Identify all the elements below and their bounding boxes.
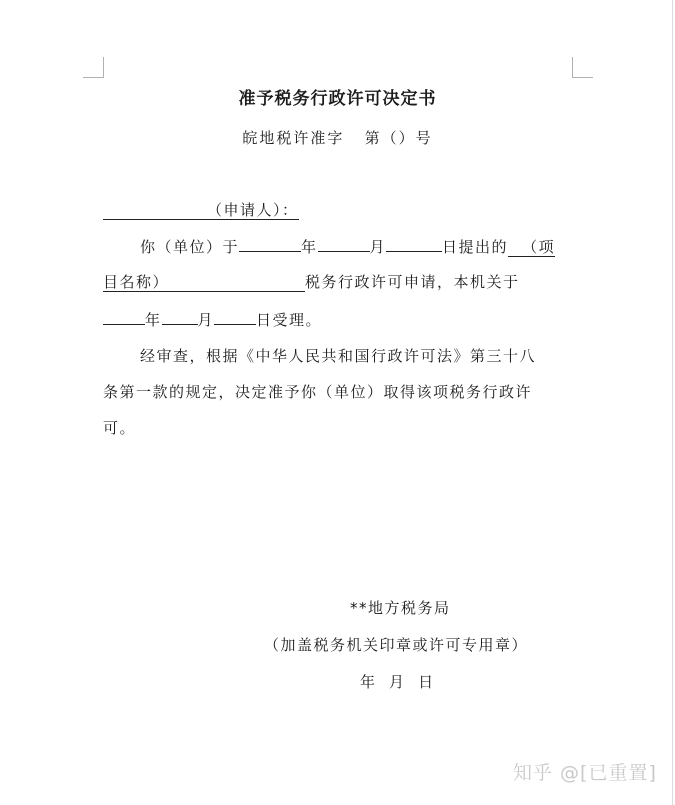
project-name-part2: 目名称） (103, 273, 305, 292)
paragraph-2-line-3: 可。 (103, 419, 137, 437)
applicant-line (103, 199, 299, 220)
year-blank (239, 235, 301, 252)
accept-year-blank (103, 308, 145, 325)
day-blank (386, 235, 442, 252)
issuer-name: **地方税务局 (350, 599, 451, 617)
project-name-part1: （项 (508, 238, 555, 257)
paragraph-2-line-2: 条第一款的规定，决定准予你（单位）取得该项税务行政许 (103, 383, 533, 401)
applicant-blank (103, 201, 299, 220)
page-edge (672, 0, 673, 805)
paragraph-1-line-3 (103, 308, 322, 330)
watermark: 知乎 @[已重置] (513, 762, 657, 784)
paragraph-1-line-2 (103, 271, 520, 292)
month-blank (318, 235, 370, 252)
accept-month-label: 月 (197, 311, 215, 329)
document-title: 准予税务行政许可决定书 (238, 89, 437, 109)
para1-mid: 税务行政许可申请，本机关于 (305, 273, 520, 291)
margin-corner-top-left (83, 57, 104, 78)
paragraph-2-line-1: 经审查，根据《中华人民共和国行政许可法》第三十八 (140, 347, 537, 365)
accept-day-blank (214, 308, 256, 325)
month-label: 月 (369, 238, 387, 256)
seal-note: （加盖税务机关印章或许可专用章） (264, 636, 529, 654)
paragraph-1-line-1 (140, 235, 555, 257)
margin-corner-top-right (572, 57, 593, 78)
day-accepted-label: 日受理。 (256, 311, 323, 329)
accept-month-blank (162, 308, 198, 325)
document-number: 皖地税许准字 第（）号 (242, 129, 433, 147)
day-submitted-label: 日提出的 (442, 238, 509, 256)
accept-year-label: 年 (145, 311, 162, 329)
date-line: 年 月 日 (360, 673, 435, 691)
para1-intro: 你（单位）于 (140, 238, 240, 256)
applicant-label: （申请人）： (207, 201, 299, 219)
year-label: 年 (301, 238, 318, 256)
